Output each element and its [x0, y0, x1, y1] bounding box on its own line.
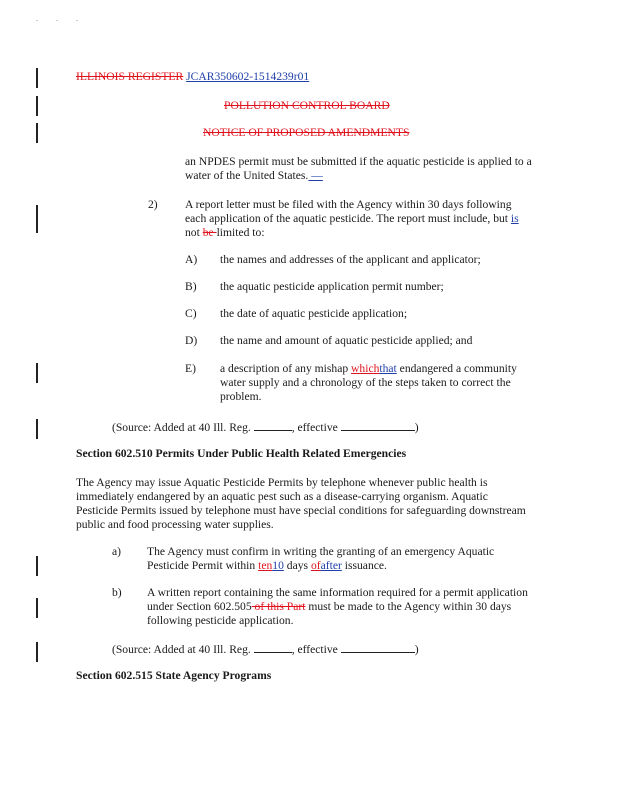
deleted-text: which — [351, 362, 380, 375]
text: water of the United States. — [185, 169, 309, 182]
change-bar — [36, 363, 38, 383]
text: days — [283, 559, 311, 572]
change-bar — [36, 96, 38, 116]
paragraph-line: The Agency may issue Aquatic Pesticide Permits by telephone whenever public health is — [76, 476, 488, 489]
paragraph-line: The Agency must confirm in writing the granting of an emergency Aquatic — [147, 545, 495, 558]
list-item: the date of aquatic pesticide application; — [220, 307, 408, 320]
text: not — [185, 226, 203, 239]
deleted-text: be — [202, 226, 217, 239]
paragraph-line: an NPDES permit must be submitted if the aquatic pesticide is applied to a — [185, 155, 532, 168]
section-heading: Section 602.515 State Agency Programs — [76, 669, 272, 682]
text: ) — [414, 421, 419, 434]
blank-field — [341, 642, 415, 653]
section-heading: Section 602.510 Permits Under Public Health Related Emergencies — [76, 447, 407, 460]
item-label: b) — [112, 586, 122, 599]
deleted-text: of this Part — [251, 600, 306, 613]
change-bar — [36, 205, 38, 233]
inserted-text: is — [510, 212, 519, 225]
inserted-doc-id: JCAR350602-1514239r01 — [186, 70, 310, 83]
inserted-text: after — [320, 559, 342, 572]
change-bar — [36, 123, 38, 143]
paragraph-line — [147, 600, 511, 614]
text: under Section 602.505 — [147, 600, 252, 613]
notice-title: NOTICE OF PROPOSED AMENDMENTS — [203, 126, 410, 139]
inserted-mark: — — [308, 169, 323, 182]
list-label: C) — [185, 307, 197, 320]
board-name: POLLUTION CONTROL BOARD — [224, 99, 390, 112]
text: must be made to the Agency within 30 days — [305, 600, 512, 613]
item-label: 2) — [148, 198, 158, 211]
text: each application of the aquatic pesticide. The report must include, but — [185, 212, 511, 225]
paragraph-line: immediately endangered by an aquatic pest such as a disease-carrying organism. Aquatic — [76, 490, 488, 503]
change-bar — [36, 68, 38, 88]
paragraph-line: A written report containing the same information required for a permit application — [147, 586, 528, 599]
list-label: A) — [185, 253, 198, 266]
text: (Source: Added at 40 Ill. Reg. — [112, 421, 254, 434]
change-bar — [36, 642, 38, 662]
list-label: E) — [185, 362, 196, 375]
text: (Source: Added at 40 Ill. Reg. — [112, 643, 254, 656]
text: Pesticide Permit within — [147, 559, 259, 572]
text: ) — [414, 643, 419, 656]
paragraph-line: Pesticide Permits issued by telephone must have special conditions for safeguarding downstream — [76, 504, 526, 517]
paragraph-line — [185, 169, 323, 183]
paragraph-line — [185, 212, 519, 226]
running-header — [76, 70, 309, 84]
deleted-text: of — [310, 559, 321, 572]
change-bar — [36, 598, 38, 618]
list-item-line: water supply and a chronology of the steps taken to correct the — [220, 376, 511, 389]
list-item-line: problem. — [220, 390, 262, 403]
inserted-text: 10 — [272, 559, 284, 572]
text: issuance. — [341, 559, 387, 572]
blank-field — [341, 420, 415, 431]
paragraph-line — [147, 559, 387, 573]
paragraph-line — [185, 226, 265, 240]
blank-field — [254, 420, 292, 431]
deleted-register-title: ILLINOIS REGISTER — [76, 70, 184, 83]
list-label: D) — [185, 334, 198, 347]
paragraph-line: A report letter must be filed with the Agency within 30 days following — [185, 198, 512, 211]
change-bar — [36, 556, 38, 576]
text: , effective — [291, 421, 341, 434]
deleted-text: ten — [258, 559, 273, 572]
item-label: a) — [112, 545, 122, 558]
text: a description of any mishap — [220, 362, 352, 375]
list-item: the aquatic pesticide application permit number; — [220, 280, 444, 293]
list-label: B) — [185, 280, 197, 293]
paragraph-line: public and food processing water supplies. — [76, 518, 274, 531]
list-item — [220, 362, 517, 376]
blank-field — [254, 642, 292, 653]
list-item: the names and addresses of the applicant and applicator; — [220, 253, 481, 266]
paragraph-line: following pesticide application. — [147, 614, 294, 627]
list-item: the name and amount of aquatic pesticide applied; and — [220, 334, 473, 347]
text: limited to: — [216, 226, 265, 239]
text: endangered a community — [396, 362, 517, 375]
change-bar — [36, 419, 38, 439]
text: , effective — [291, 643, 341, 656]
source-note — [112, 642, 419, 657]
scan-marks: . . . — [36, 14, 86, 23]
inserted-text: that — [379, 362, 397, 375]
source-note — [112, 420, 419, 435]
